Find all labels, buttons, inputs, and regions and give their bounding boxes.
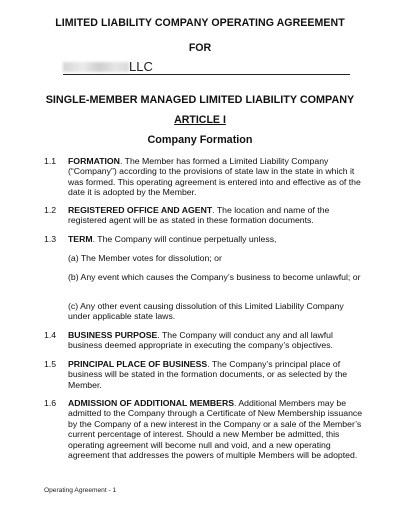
term-condition-a: (a) The Member votes for dissolution; or: [68, 253, 222, 263]
clause-number: 1.2: [44, 205, 57, 215]
document-subtitle: SINGLE-MEMBER MANAGED LIMITED LIABILITY COMPANY: [45, 94, 355, 106]
clause-number: 1.4: [44, 330, 57, 340]
clause-body: [68, 330, 368, 351]
page-footer: Operating Agreement - 1: [44, 487, 117, 494]
clause-text: . The Member has formed a Limited Liability Company (“Company”) according to the provisions of state law in the state in which it was formed. This operating agreement is entered into and effective as of the date it is adopted by the Member.: [68, 156, 361, 198]
article-heading: ARTICLE I: [174, 114, 226, 126]
clause-heading: PRINCIPAL PLACE OF BUSINESS: [68, 359, 208, 369]
clause-heading: ADMISSION OF ADDITIONAL MEMBERS: [68, 398, 235, 408]
redacted-company-name: [63, 62, 129, 72]
clause-heading: REGISTERED OFFICE AND AGENT: [68, 205, 213, 215]
clause-body: [68, 156, 368, 198]
section-heading: Company Formation: [147, 134, 253, 146]
clause-body: [68, 398, 368, 460]
clause-number: 1.1: [44, 156, 57, 166]
term-condition-c: (c) Any other event causing dissolution of this Limited Liability Company under applicable state laws.: [68, 301, 344, 322]
clause-number: 1.5: [44, 359, 57, 369]
clause-text: . The Company’s principal place of business will be stated in the formation documents, or as selected by the Member.: [68, 359, 348, 390]
clause-heading: TERM: [68, 234, 93, 244]
clause-text: . The Company will conduct any and all lawful business deemed appropriate in executing the company’s objectives.: [68, 330, 333, 351]
clause-body: [68, 234, 368, 244]
clause-text: . The location and name of the registered agent will be as stated in these formation documents.: [68, 205, 330, 226]
document-title: LIMITED LIABILITY COMPANY OPERATING AGREEMENT: [55, 17, 345, 29]
clause-body: [68, 359, 368, 390]
term-condition-b: (b) Any event which causes the Company’s business to become unlawful; or: [68, 272, 361, 282]
for-label: FOR: [188, 42, 212, 54]
clause-number: 1.3: [44, 234, 57, 244]
clause-text: . The Company will continue perpetually unless,: [92, 234, 277, 244]
clause-heading: FORMATION: [68, 156, 120, 166]
clause-body: [68, 205, 368, 226]
clause-text: . Additional Members may be admitted to the Company through a Certificate of New Membership issuance by the Company of a new interest in the Company or a sale of the Member’s current percentage of interest. Should a new Member be admitted, this operating agreement will become null and void, and a new operating agreement that addresses the powers of multiple Members will be adopted.: [68, 398, 363, 461]
clause-number: 1.6: [44, 398, 57, 408]
clause-heading: BUSINESS PURPOSE: [68, 330, 158, 340]
company-suffix: LLC: [129, 59, 153, 74]
company-name-line: [63, 58, 350, 75]
